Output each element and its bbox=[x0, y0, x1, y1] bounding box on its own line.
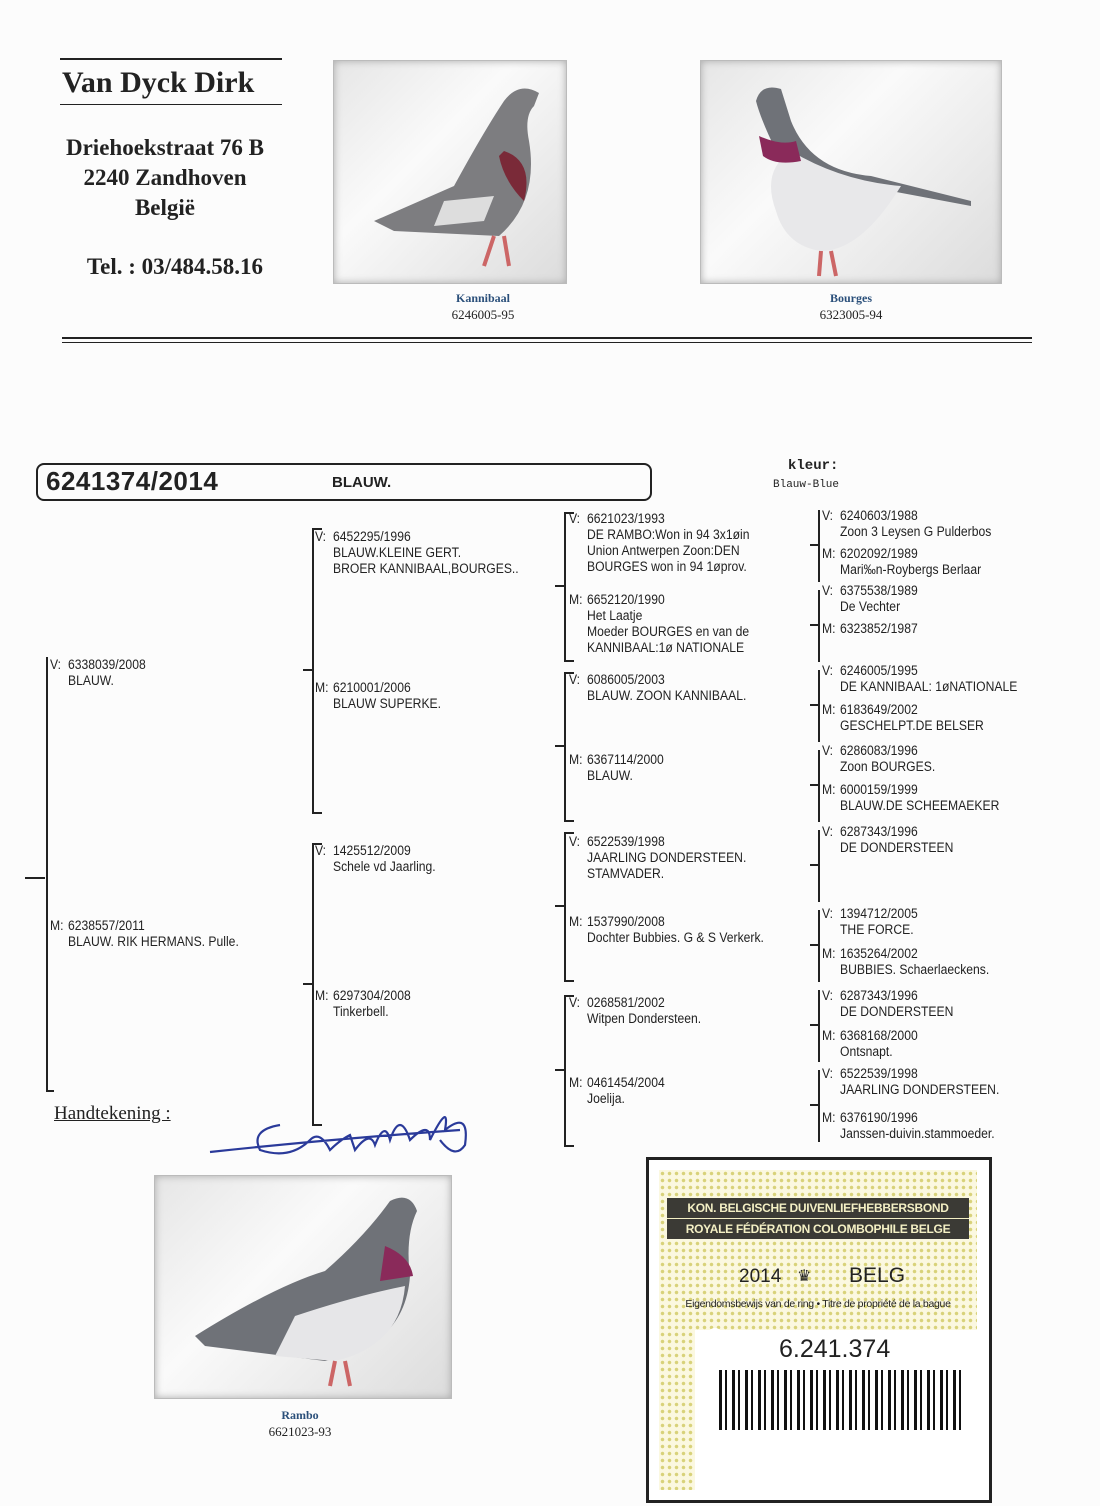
ring-number: 1635264/2002 bbox=[840, 946, 918, 961]
sex-label: M: bbox=[822, 782, 836, 797]
divider bbox=[62, 342, 1032, 343]
pigeon-image bbox=[155, 1176, 451, 1398]
entry-description: De Vechter bbox=[840, 599, 901, 614]
ring-number: 0268581/2002 bbox=[587, 995, 665, 1010]
sex-label: M: bbox=[822, 1028, 836, 1043]
entry-description: JAARLING DONDERSTEEN. bbox=[840, 1082, 1000, 1097]
pedigree-entry bbox=[822, 583, 918, 615]
photo-rambo bbox=[154, 1175, 452, 1399]
ring-number: 6452295/1996 bbox=[333, 529, 411, 544]
pigeon-image bbox=[701, 61, 1001, 283]
sex-label: M: bbox=[822, 946, 836, 961]
bracket bbox=[564, 672, 574, 822]
breeder-phone: Tel. : 03/484.58.16 bbox=[86, 254, 264, 279]
ring-number: 6323852/1987 bbox=[840, 621, 918, 636]
entry-description: BLAUW. bbox=[587, 768, 633, 783]
pedigree-entry bbox=[822, 1028, 918, 1060]
entry-description: Joelija. bbox=[587, 1091, 625, 1106]
ring-number: 6183649/2002 bbox=[840, 702, 918, 717]
color-label: kleur: bbox=[788, 458, 839, 474]
sex-label: V: bbox=[822, 663, 834, 678]
entry-description: Schele vd Jaarling. bbox=[333, 859, 436, 874]
sex-label: V: bbox=[569, 672, 581, 687]
sex-label: M: bbox=[569, 592, 583, 607]
sex-label: V: bbox=[822, 824, 834, 839]
ring-ownership-card bbox=[646, 1157, 992, 1503]
entry-description: BLAUW. bbox=[68, 673, 114, 688]
signature-label: Handtekening : bbox=[54, 1103, 171, 1124]
breeder-country: België bbox=[134, 195, 196, 220]
entry-description: DE DONDERSTEEN bbox=[840, 1004, 954, 1019]
federation-band bbox=[667, 1198, 969, 1239]
bracket-tick bbox=[25, 877, 45, 879]
bracket-tick bbox=[555, 905, 565, 907]
entry-description: THE FORCE. bbox=[840, 922, 914, 937]
bracket bbox=[312, 528, 322, 814]
ring-number: 6375538/1989 bbox=[840, 583, 918, 598]
entry-description: Ontsnapt. bbox=[840, 1044, 893, 1059]
entry-description: BLAUW. ZOON KANNIBAAL. bbox=[587, 688, 747, 703]
entry-description: KANNIBAAL:1ø NATIONALE bbox=[587, 640, 745, 655]
pedigree-entry bbox=[569, 995, 701, 1027]
entry-description: BLAUW. RIK HERMANS. Pulle. bbox=[68, 934, 239, 949]
sex-label: M: bbox=[822, 546, 836, 561]
crown-icon: ♛ bbox=[797, 1268, 812, 1285]
photo-caption-name: Rambo bbox=[281, 1408, 319, 1422]
entry-description: DE RAMBO:Won in 94 3x1øin bbox=[587, 527, 750, 542]
ring-number: 6287343/1996 bbox=[840, 824, 918, 839]
sex-label: M: bbox=[822, 702, 836, 717]
ring-number: 1425512/2009 bbox=[333, 843, 411, 858]
barcode bbox=[719, 1370, 964, 1430]
sex-label: V: bbox=[822, 988, 834, 1003]
color-value: Blauw-Blue bbox=[773, 479, 840, 491]
bracket bbox=[818, 510, 820, 582]
ring-number: 6202092/1989 bbox=[840, 546, 918, 561]
sex-label: M: bbox=[315, 680, 329, 695]
signature bbox=[200, 1090, 490, 1170]
divider bbox=[60, 58, 282, 60]
sex-label: V: bbox=[569, 511, 581, 526]
bird-ring-number: 6241374/2014 bbox=[46, 466, 219, 496]
entry-description: BROER KANNIBAAL,BOURGES.. bbox=[333, 561, 519, 576]
sex-label: M: bbox=[569, 1075, 583, 1090]
ring-number: 6376190/1996 bbox=[840, 1110, 918, 1125]
entry-description: DE KANNIBAAL: 1øNATIONALE bbox=[840, 679, 1018, 694]
ring-number: 6287343/1996 bbox=[840, 988, 918, 1003]
pedigree-entry bbox=[822, 988, 953, 1020]
ring-number: 6522539/1998 bbox=[840, 1066, 918, 1081]
bracket-tick bbox=[810, 784, 818, 786]
pedigree-entry bbox=[822, 508, 991, 540]
pedigree-entry bbox=[822, 663, 1017, 695]
ring-number: 6210001/2006 bbox=[333, 680, 411, 695]
photo-bourges bbox=[700, 60, 1002, 284]
pedigree-entry bbox=[822, 743, 935, 775]
entry-description: BUBBIES. Schaerlaeckens. bbox=[840, 962, 990, 977]
sex-label: M: bbox=[569, 752, 583, 767]
entry-description: BLAUW.KLEINE GERT. bbox=[333, 545, 462, 560]
sex-label: V: bbox=[822, 583, 834, 598]
bracket-tick bbox=[810, 624, 818, 626]
entry-description: Moeder BOURGES en van de bbox=[587, 624, 750, 639]
ring-number: 6368168/2000 bbox=[840, 1028, 918, 1043]
bracket-tick bbox=[303, 669, 313, 671]
bracket-tick bbox=[810, 1024, 818, 1026]
pedigree-entry bbox=[315, 680, 441, 712]
entry-description: Union Antwerpen Zoon:DEN bbox=[587, 543, 740, 558]
bracket-tick bbox=[555, 745, 565, 747]
divider bbox=[60, 104, 282, 105]
card-subtitle: Eigendomsbewijs van de ring • Titre de propriété de la bague bbox=[685, 1298, 951, 1310]
pedigree-entry bbox=[315, 988, 411, 1020]
bracket bbox=[564, 995, 574, 1147]
sex-label: M: bbox=[822, 621, 836, 636]
pedigree-entry bbox=[822, 546, 981, 578]
entry-description: BOURGES won in 94 1øprov. bbox=[587, 559, 747, 574]
pedigree-entry bbox=[822, 906, 918, 938]
bracket bbox=[46, 657, 54, 1092]
sex-label: M: bbox=[569, 914, 583, 929]
ring-number: 6297304/2008 bbox=[333, 988, 411, 1003]
bracket-tick bbox=[555, 585, 565, 587]
divider bbox=[62, 337, 1032, 339]
ring-number: 6652120/1990 bbox=[587, 592, 665, 607]
sex-label: V: bbox=[50, 657, 62, 672]
pedigree-entry bbox=[822, 1066, 999, 1098]
pedigree-entry bbox=[822, 946, 989, 978]
pedigree-entry bbox=[822, 1110, 995, 1142]
entry-description: Mari‰n-Roybergs Berlaar bbox=[840, 562, 982, 577]
ring-number: 6086005/2003 bbox=[587, 672, 665, 687]
bracket-tick bbox=[810, 864, 818, 866]
pedigree-entry bbox=[569, 914, 764, 946]
ring-number: 1394712/2005 bbox=[840, 906, 918, 921]
bracket bbox=[818, 590, 820, 662]
sex-label: V: bbox=[569, 995, 581, 1010]
entry-description: Zoon BOURGES. bbox=[840, 759, 936, 774]
card-background bbox=[659, 1170, 977, 1490]
entry-description: Zoon 3 Leysen G Pulderbos bbox=[840, 524, 992, 539]
ring-number: 6621023/1993 bbox=[587, 511, 665, 526]
sex-label: M: bbox=[50, 918, 64, 933]
ring-number: 6522539/1998 bbox=[587, 834, 665, 849]
bracket-tick bbox=[810, 944, 818, 946]
federation-name-nl: KON. BELGISCHE DUIVENLIEFHEBBERSBOND bbox=[687, 1201, 949, 1215]
entry-description: GESCHELPT.DE BELSER bbox=[840, 718, 984, 733]
bird-color: BLAUW. bbox=[332, 474, 392, 491]
photo-kannibaal bbox=[333, 60, 567, 284]
pedigree-entry bbox=[50, 918, 239, 950]
bracket-tick bbox=[810, 544, 818, 546]
pedigree-entry bbox=[315, 529, 519, 577]
pedigree-entry bbox=[569, 834, 746, 882]
entry-description: BLAUW SUPERKE. bbox=[333, 696, 442, 711]
bracket bbox=[564, 512, 574, 662]
ring-number: 6000159/1999 bbox=[840, 782, 918, 797]
ring-number: 0461454/2004 bbox=[587, 1075, 665, 1090]
ring-number: 1537990/2008 bbox=[587, 914, 665, 929]
bracket bbox=[312, 843, 322, 1126]
photo-caption-ring: 6246005-95 bbox=[451, 307, 515, 322]
bracket bbox=[818, 910, 820, 982]
pedigree-entry bbox=[50, 657, 146, 689]
sex-label: M: bbox=[315, 988, 329, 1003]
photo-caption-name: Bourges bbox=[830, 291, 872, 305]
sex-label: V: bbox=[822, 508, 834, 523]
pedigree-entry bbox=[315, 843, 436, 875]
pedigree-entry bbox=[569, 752, 664, 784]
entry-description: Witpen Dondersteen. bbox=[587, 1011, 702, 1026]
pedigree-entry bbox=[822, 782, 999, 814]
entry-description: Janssen-duivin.stammoeder. bbox=[840, 1126, 995, 1141]
ring-number: 6286083/1996 bbox=[840, 743, 918, 758]
card-ring-number: 6.241.374 bbox=[779, 1335, 891, 1363]
bracket-tick bbox=[555, 1069, 565, 1071]
bracket bbox=[818, 750, 820, 822]
bracket bbox=[818, 830, 820, 902]
entry-description: JAARLING DONDERSTEEN. bbox=[587, 850, 747, 865]
entry-description: STAMVADER. bbox=[587, 866, 665, 881]
sex-label: V: bbox=[569, 834, 581, 849]
photo-caption-ring: 6621023-93 bbox=[268, 1424, 332, 1439]
bracket bbox=[818, 990, 820, 1062]
breeder-name: Van Dyck Dirk bbox=[62, 66, 255, 99]
ring-number: 6367114/2000 bbox=[587, 752, 664, 767]
pedigree-entry bbox=[569, 592, 749, 656]
card-country: BELG bbox=[849, 1264, 906, 1287]
entry-description: BLAUW.DE SCHEEMAEKER bbox=[840, 798, 1000, 813]
sex-label: V: bbox=[822, 1066, 834, 1081]
sex-label: M: bbox=[822, 1110, 836, 1125]
ring-number: 6338039/2008 bbox=[68, 657, 146, 672]
card-year: 2014 bbox=[739, 1266, 782, 1287]
entry-description: DE DONDERSTEEN bbox=[840, 840, 954, 855]
entry-description: Het Laatje bbox=[587, 608, 643, 623]
pedigree-entry bbox=[569, 672, 746, 704]
bracket-tick bbox=[303, 983, 313, 985]
breeder-city: 2240 Zandhoven bbox=[83, 165, 247, 190]
photo-caption-name: Kannibaal bbox=[455, 291, 511, 305]
sex-label: V: bbox=[822, 906, 834, 921]
photo-caption-ring: 6323005-94 bbox=[819, 307, 883, 322]
entry-description: Dochter Bubbies. G & S Verkerk. bbox=[587, 930, 764, 945]
breeder-street: Driehoekstraat 76 B bbox=[65, 135, 265, 160]
ring-number: 6238557/2011 bbox=[68, 918, 145, 933]
federation-name-fr: ROYALE FÉDÉRATION COLOMBOPHILE BELGE bbox=[667, 1218, 969, 1239]
bracket bbox=[818, 670, 820, 742]
sex-label: V: bbox=[315, 529, 327, 544]
pigeon-image bbox=[334, 61, 566, 283]
sex-label: V: bbox=[822, 743, 834, 758]
bracket-tick bbox=[810, 1104, 818, 1106]
pedigree-entry bbox=[822, 702, 984, 734]
pedigree-entry bbox=[822, 824, 953, 856]
ring-number: 6246005/1995 bbox=[840, 663, 918, 678]
sex-label: V: bbox=[315, 843, 327, 858]
bracket bbox=[564, 832, 574, 982]
pedigree-entry bbox=[822, 621, 918, 637]
ring-number: 6240603/1988 bbox=[840, 508, 918, 523]
pedigree-entry bbox=[569, 511, 750, 575]
entry-description: Tinkerbell. bbox=[333, 1004, 389, 1019]
bracket bbox=[818, 1070, 820, 1142]
pedigree-entry bbox=[569, 1075, 665, 1107]
bracket-tick bbox=[810, 704, 818, 706]
